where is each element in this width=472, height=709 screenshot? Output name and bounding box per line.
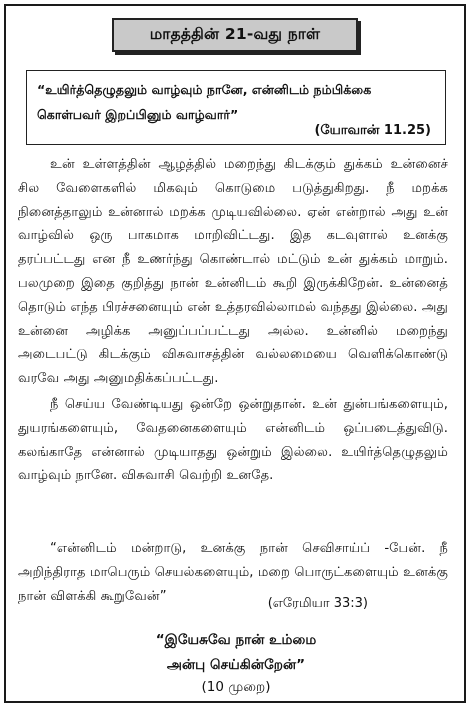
paragraph-2: நீ செய்ய வேண்டியது ஒன்றே ஒன்றுதான். உன் துன்பங்களையும், துயரங்களையும், வேதனைகளையும் என்னிடம் ஒப்படைத்துவிடு. கலங்காதே என்னால் முடியாதது ஒன்றும் இல்லை. உயிர்த்தெழுதலும் வாழ்வும் நானே. விசுவாசி வெற்றி உனதே. <box>18 397 448 484</box>
closing-line-1: “இயேசுவே நான் உம்மை <box>155 632 317 648</box>
repeat-count: (10 முறை) <box>201 679 271 695</box>
closing-prayer <box>0 628 472 678</box>
closing-line-2: அன்பு செய்கின்றேன்” <box>166 657 306 673</box>
page-title: மாதத்தின் 21-வது நாள் <box>112 18 358 52</box>
verse-box <box>26 70 446 145</box>
quote-reference: (எரேமியா 33:3) <box>267 596 368 611</box>
paragraph-1: உன் உள்ளத்தின் ஆழத்தில் மறைந்து கிடக்கும் துக்கம் உன்னைச் சில வேளைகளில் மிகவும் கொடுமை படுத்துகிறது. நீ மறக்க நினைத்தாலும் உன்னால் மறக்க முடியவில்லை. ஏன் என்றால் அது உன் வாழ்வில் ஒரு பாகமாக மாறிவிட்டது. இத கடவுளால் உனக்கு தரப்பட்டது என நீ உணர்ந்து கொண்டால் மட்டும் உன் துக்கம் மாறும். பலமுறை இதை குறித்து நான் உன்னிடம் கூறி இருக்கிறேன். உன்னைத் தொடும் எந்த பிரச்சனையும் என் உத்தரவில்லாமல் வந்தது இல்லை. அது உன்னை அழிக்க அனுப்பப்பட்டது அல்ல. உன்னில் மறைந்து அடைபட்டு கிடக்கும் விசுவாசத்தின் வல்லமையை வெளிக்கொண்டு வரவே அது அனுமதிக்கப்பட்டது. <box>18 157 448 387</box>
verse-text: “உயிர்த்தெழுதலும் வாழ்வும் நானே, என்னிடம் நம்பிக்கை கொள்பவர் இறப்பினும் வாழ்வார்” <box>37 82 372 122</box>
quote-paragraph: “என்னிடம் மன்றாடு, உனக்கு நான் செவிசாய்ப் -பேன். நீ அறிந்திராத மாபெரும் செயல்களையும், மறை பொருட்களையும் உனக்கு நான் விளக்கி கூறுவேன்” <box>18 541 448 604</box>
verse-reference: (யோவான் 11.25) <box>314 123 431 138</box>
